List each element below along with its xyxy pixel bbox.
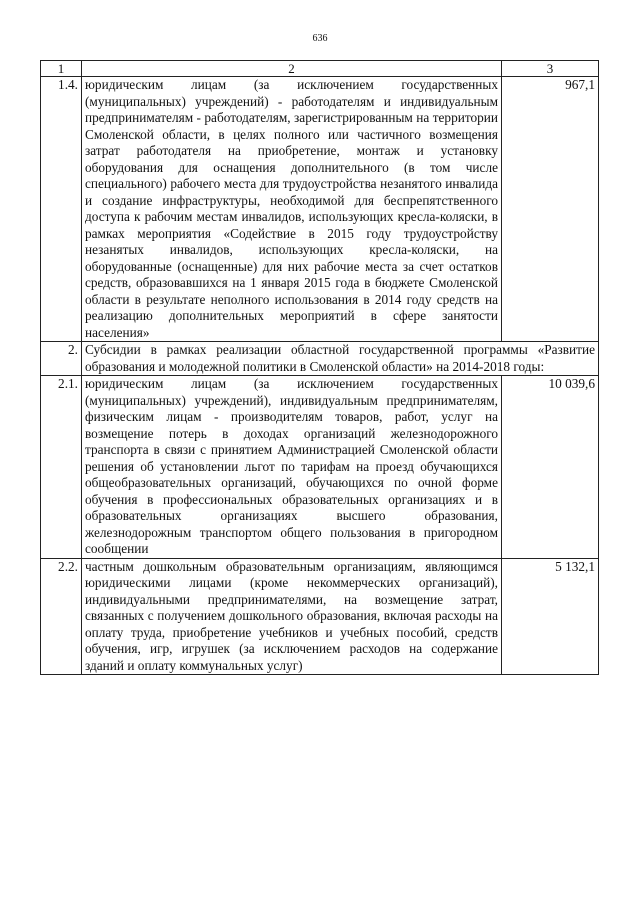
table-row-2-2 [41, 558, 599, 675]
row-amount: 10 039,6 [502, 376, 599, 559]
column-header-2: 2 [82, 61, 502, 77]
table-header-row [41, 61, 599, 77]
row-number: 2.1. [41, 376, 82, 559]
row-number: 2.2. [41, 558, 82, 675]
row-number: 2. [41, 342, 82, 376]
row-description: частным дошкольным образовательным организациям, являющимся юридическими лицами (кроме некоммерческих организаций), индивидуальными предпринимателями, на возмещение затрат, связанных с получением дошкольного образования, включая расходы на оплату труда, приобретение учебников и учебных пособий, средств обучения, игр, игрушек (за исключением расходов на содержание зданий и оплату коммунальных услуг) [82, 558, 502, 675]
table-row-1-4 [41, 77, 599, 342]
table-row-2 [41, 342, 599, 376]
row-amount: 5 132,1 [502, 558, 599, 675]
page-number: 636 [312, 33, 328, 44]
table-row-2-1 [41, 376, 599, 559]
row-amount: 967,1 [502, 77, 599, 342]
section-heading: Субсидии в рамках реализации областной государственной программы «Развитие образования и молодежной политики в Смоленской области» на 2014-2018 годы: [82, 342, 599, 376]
appropriations-table [40, 60, 599, 675]
row-description: юридическим лицам (за исключением государственных (муниципальных) учреждений), индивидуальным предпринимателям, физическим лицам - производителям товаров, работ, услуг на возмещение потерь в доходах организаций железнодорожного транспорта в связи с принятием Администрацией Смоленской области решения об установлении льгот по тарифам на проезд обучающихся общеобразовательных организаций, обучающихся по очной форме обучения в профессиональных образовательных организациях и в образовательных организациях высшего образования, железнодорожным транспортом общего пользования в пригородном сообщении [82, 376, 502, 559]
column-header-3: 3 [502, 61, 599, 77]
column-header-1: 1 [41, 61, 82, 77]
row-number: 1.4. [41, 77, 82, 342]
row-description: юридическим лицам (за исключением государственных (муниципальных) учреждений) - работодателям и индивидуальным предпринимателям - работодателям, зарегистрированным на территории Смоленской области, в целях полного или частичного возмещения затрат работодателя на приобретение, монтаж и установку оборудования для оснащения дополнительного (в том числе специального) рабочего места для трудоустройства незанятого инвалида и создание инфраструктуры, необходимой для беспрепятственного доступа к рабочим местам инвалидов, использующих кресла-коляски, в рамках мероприятия «Содействие в 2015 году трудоустройству незанятых инвалидов, использующих кресла-коляски, на оборудованные (оснащенные) для них рабочие места за счет остатков средств, образовавшихся на 1 января 2015 года в бюджете Смоленской области в результате неполного использования в 2014 году средств на реализацию дополнительных мероприятий в сфере занятости населения» [82, 77, 502, 342]
